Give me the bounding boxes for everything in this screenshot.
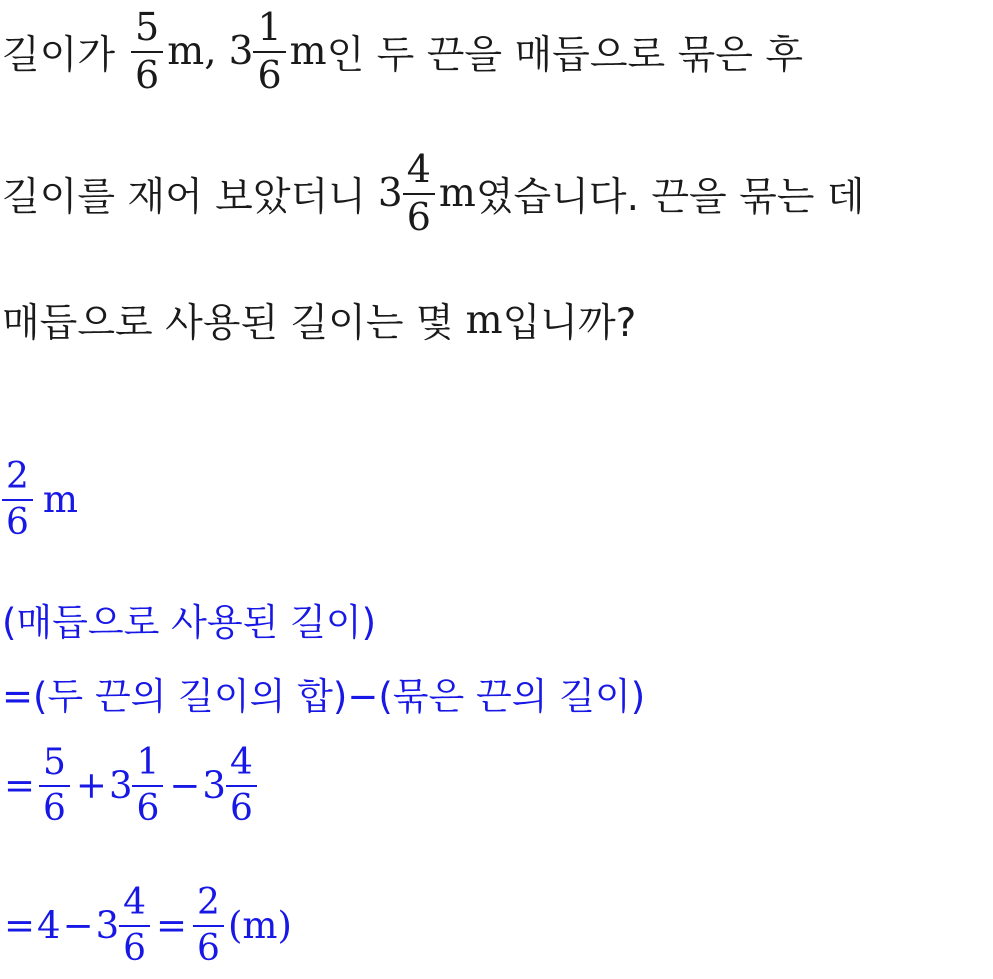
fraction-numerator: 4 xyxy=(123,882,147,923)
question-line-2 xyxy=(2,147,865,239)
fraction xyxy=(226,744,257,828)
fraction-numerator: 4 xyxy=(229,742,253,783)
explanation-text: =(두 끈의 길이의 합)−(묶은 끈의 길이) xyxy=(2,675,646,718)
fraction xyxy=(253,5,285,97)
question-line-3 xyxy=(2,292,636,348)
unit-label: m xyxy=(42,478,78,522)
answer-step-1 xyxy=(2,592,376,646)
question-line-1 xyxy=(2,5,804,97)
equals-sign: = xyxy=(4,904,36,948)
answer-step-2 xyxy=(2,666,645,720)
whole-number: 4 xyxy=(37,904,61,948)
fraction-numerator: 1 xyxy=(136,742,160,783)
minus-sign: − xyxy=(169,764,201,808)
fraction-denominator: 6 xyxy=(229,787,253,829)
fraction-denominator: 6 xyxy=(123,927,147,969)
fraction-numerator: 2 xyxy=(6,456,29,497)
question-text: 길이가 xyxy=(2,32,116,78)
fraction xyxy=(39,744,70,828)
unit-label: m xyxy=(465,297,503,343)
fraction xyxy=(403,147,435,239)
answer-step-3 xyxy=(2,744,261,828)
unit-label: m xyxy=(289,29,327,75)
fraction-numerator: 5 xyxy=(135,5,160,49)
fraction xyxy=(193,884,224,968)
answer-step-4 xyxy=(2,884,292,968)
fraction-denominator: 6 xyxy=(197,927,220,969)
unit-label: m, xyxy=(167,29,217,75)
fraction-denominator: 6 xyxy=(6,501,29,543)
fraction xyxy=(2,458,33,542)
answer-result xyxy=(2,458,78,542)
fraction-denominator: 6 xyxy=(136,787,160,829)
fraction-denominator: 6 xyxy=(135,52,160,97)
fraction xyxy=(131,5,163,97)
equals-sign: = xyxy=(4,764,36,808)
question-text: 인 두 끈을 매듭으로 묶은 후 xyxy=(326,32,804,78)
fraction-numerator: 1 xyxy=(257,5,282,49)
fraction-denominator: 6 xyxy=(257,52,282,97)
question-text: 입니까? xyxy=(502,301,637,346)
minus-sign: − xyxy=(62,904,94,948)
unit-label: (m) xyxy=(227,904,292,948)
unit-label: m xyxy=(438,171,476,217)
whole-number: 3 xyxy=(228,29,254,75)
fraction-denominator: 6 xyxy=(43,787,66,829)
fraction-numerator: 5 xyxy=(43,742,66,783)
whole-number: 3 xyxy=(95,904,120,948)
question-text: 였습니다. 끈을 묶는 데 xyxy=(475,174,865,220)
equals-sign: = xyxy=(156,904,188,948)
whole-number: 3 xyxy=(108,764,133,808)
fraction-denominator: 6 xyxy=(406,194,431,239)
question-text: 길이를 재어 보았더니 xyxy=(2,174,366,220)
fraction xyxy=(132,744,163,828)
explanation-text: (매듭으로 사용된 길이) xyxy=(2,601,377,644)
fraction xyxy=(119,884,150,968)
fraction-numerator: 2 xyxy=(197,882,220,923)
whole-number: 3 xyxy=(377,171,403,217)
plus-sign: + xyxy=(75,764,107,808)
question-text: 매듭으로 사용된 길이는 몇 xyxy=(2,301,454,346)
fraction-numerator: 4 xyxy=(406,147,431,191)
whole-number: 3 xyxy=(202,764,226,808)
